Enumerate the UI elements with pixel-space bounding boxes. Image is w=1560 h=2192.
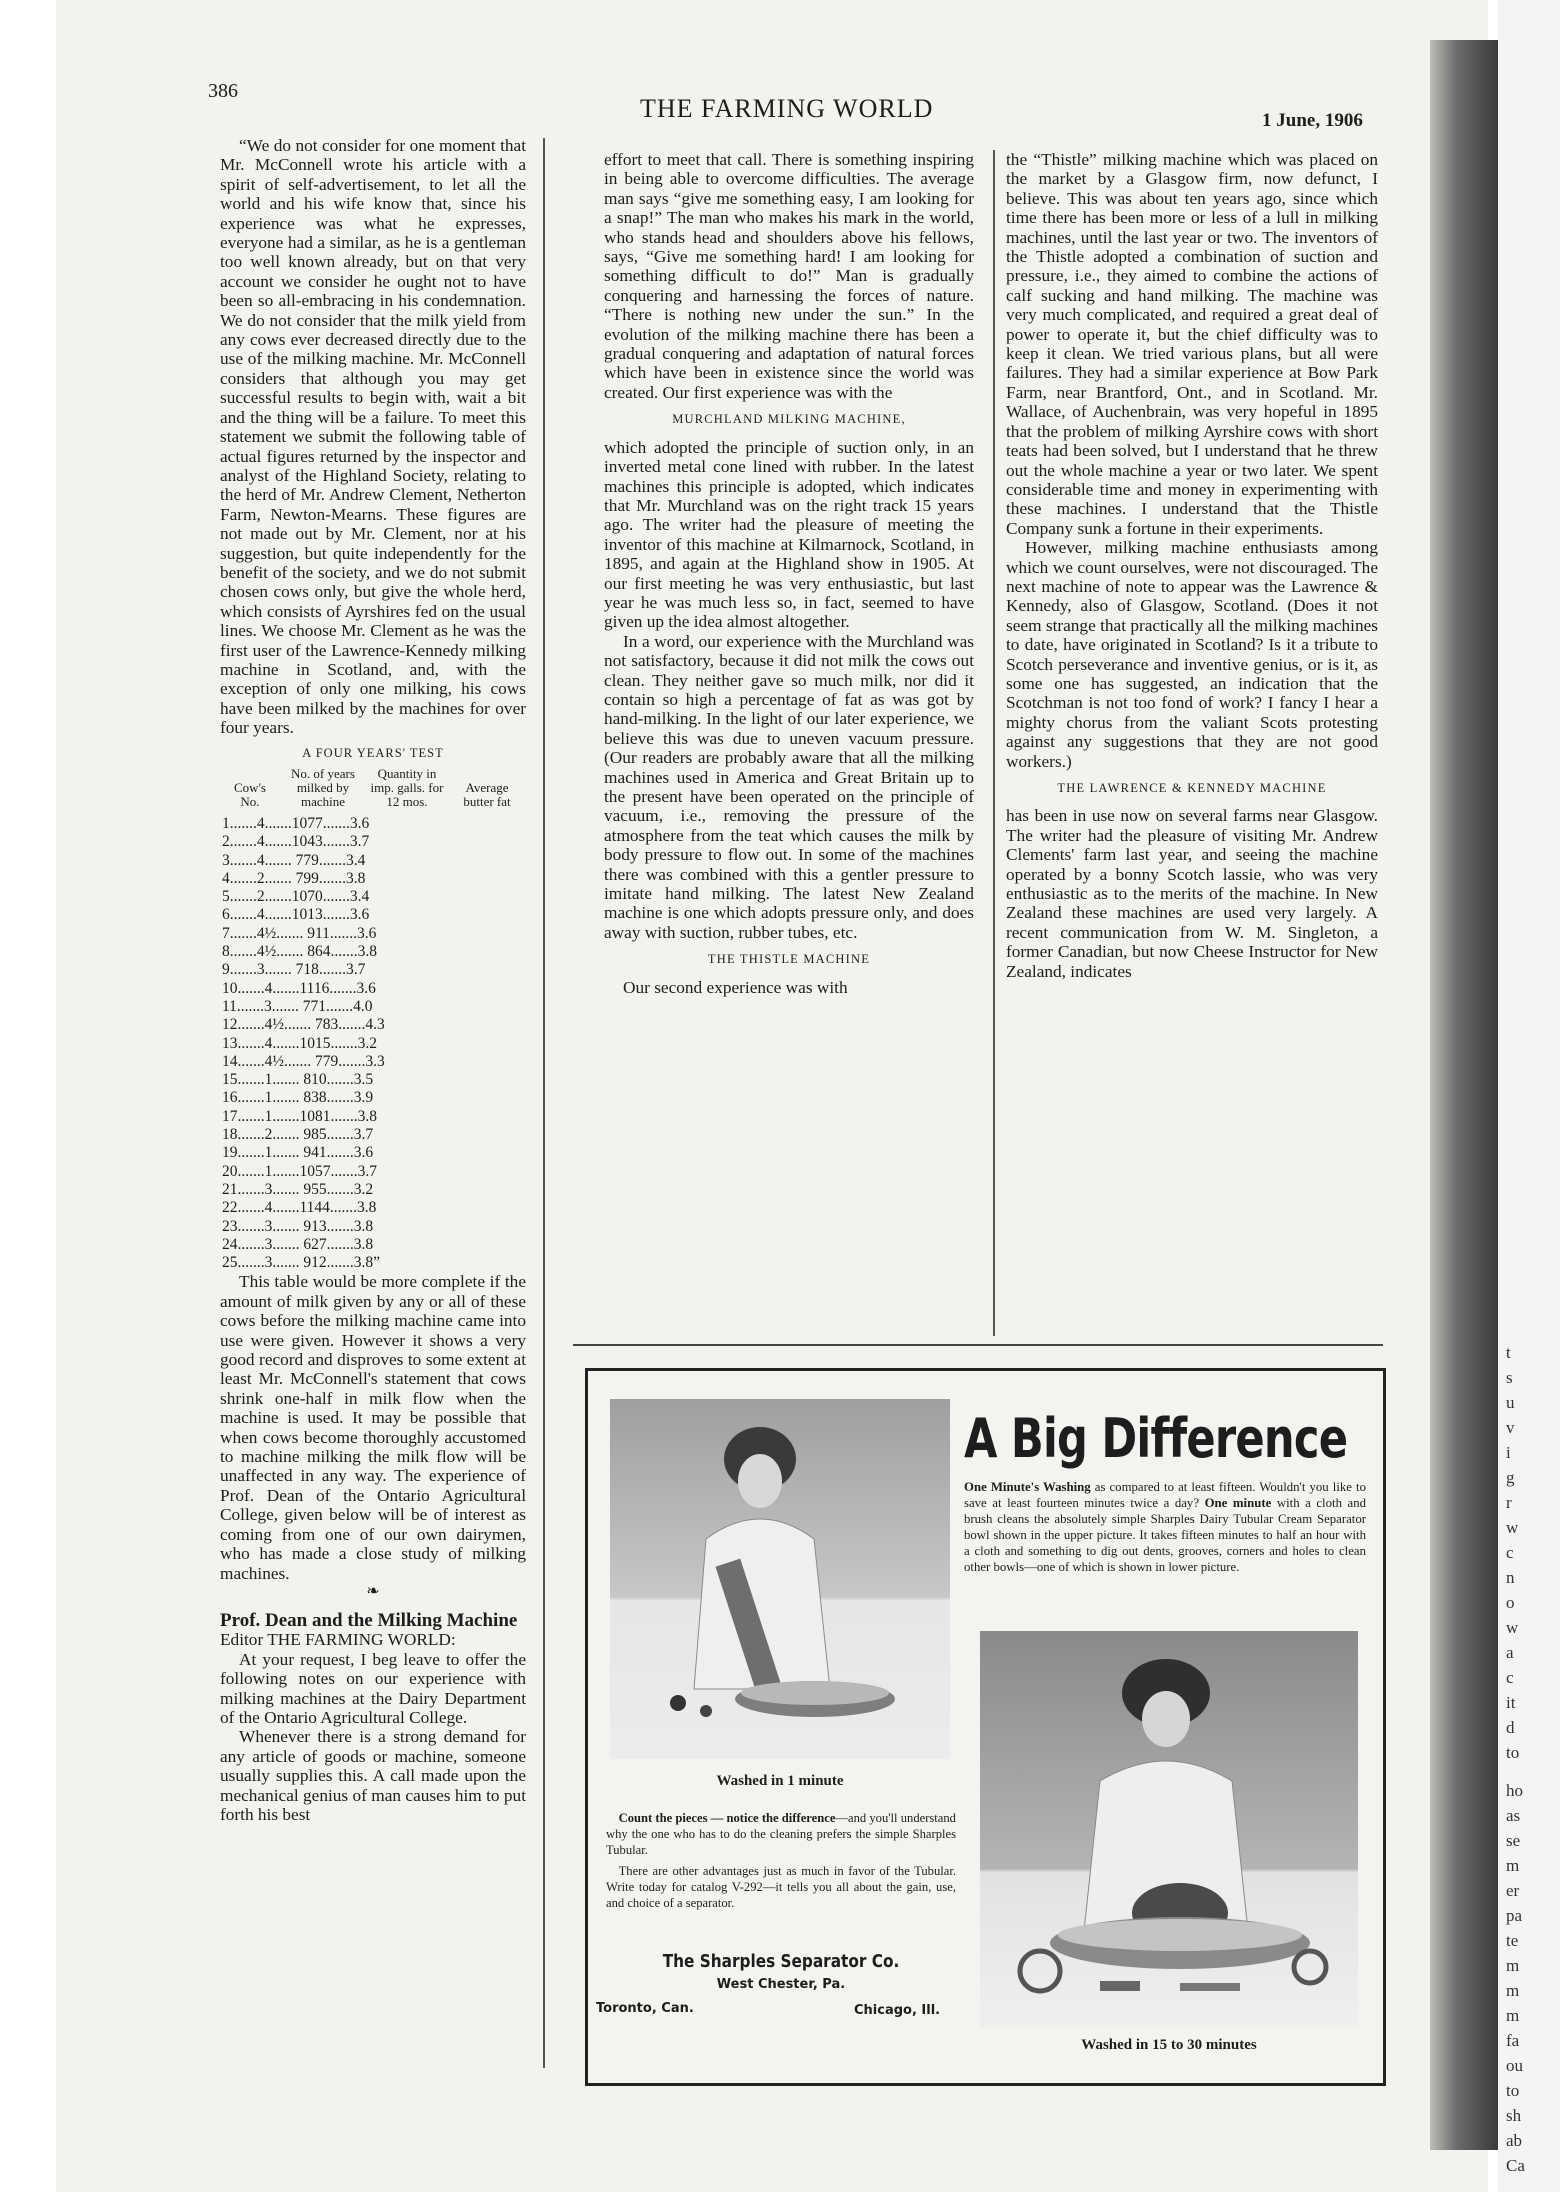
table-row: 7.......4½....... 911.......3.6 xyxy=(222,924,377,942)
next-page-fragment: c xyxy=(1506,1543,1514,1562)
table-row: 11.......3....... 771.......4.0 xyxy=(222,997,373,1015)
next-page-fragment: t xyxy=(1506,1343,1511,1362)
table-row: 24.......3....... 627.......3.8 xyxy=(222,1235,374,1253)
table-header xyxy=(220,767,526,809)
section-subheading: MURCHLAND MILKING MACHINE, xyxy=(672,412,906,427)
section-divider-ornament: ❧ xyxy=(366,1582,380,1600)
table-row: 19.......1....... 941.......3.6 xyxy=(222,1144,374,1162)
next-page-fragment: pa xyxy=(1506,1906,1523,1925)
next-page-fragment: o xyxy=(1506,1593,1515,1612)
table-row: 12.......4½....... 783.......4.3 xyxy=(222,1016,385,1034)
advert-copy-text: with a cloth and brush cleans the absolutely simple Sharples Dairy Tubular Cream Separator bowl shown in the upper picture. It takes fifteen minutes to half an hour with a cloth and something to dig out dents, grooves, corners and holes to clean other bowls—one of which is shown in lower picture. xyxy=(964,1496,1366,1574)
table-column-header: Quantity in imp. galls. for 12 mos. xyxy=(370,766,444,809)
next-page-fragment: to xyxy=(1506,1743,1520,1762)
next-page-fragment: a xyxy=(1506,1643,1514,1662)
next-page-fragment: se xyxy=(1506,1831,1521,1850)
editor-salutation: Editor THE FARMING WORLD: xyxy=(220,1630,456,1650)
article-paragraph: effort to meet that call. There is something inspiring in being able to overcome difficulties. The average man says “give me something easy, I am looking for a snap!” The man who makes his mark in the world, who stands head and shoulders above his fellows, says, “Give me something hard! I am looking for something difficult to do!” Man is gradually conquering and harnessing the forces of nature. “There is nothing new under the sun.” In the evolution of the milking machine there has been a gradual conquering and adaptation of natural forces which have been in existence since the world was created. Our first experience was with the xyxy=(604,150,974,402)
next-page-fragment: Ca xyxy=(1506,2156,1525,2175)
section-subheading: THE LAWRENCE & KENNEDY MACHINE xyxy=(1057,781,1327,795)
article-paragraph: the “Thistle” milking machine which was placed on the market by a Glasgow firm, now defunct, I believe. This was about ten years ago, since which time there has been more or less of a lull in milking machines, until the last year or two. The inventors of the Thistle adopted a combination of suction and pressure, i.e., they aimed to combine the actions of calf sucking and hand milking. The machine was very much complicated, and required a great deal of power to operate it, but the chief difficulty was to keep it clean. We tried various plans, but all were failures. They had a similar experience at Bow Park Farm, near Brantford, Ont., and in Scotland. Mr. Wallace, of Auchenbrain, was very hopeful in 1895 that the problem of milking Ayrshire cows with short teats had been solved, but I understand that he threw out the whole machine a year or two later. We spent considerable time and money in experimenting with these machines. I understand that the Thistle Company sunk a fortune in their experiments. xyxy=(1006,150,1378,538)
advertiser-name: The Sharples Separator Co. xyxy=(662,1951,900,1972)
table-column-header: Average butter fat xyxy=(463,780,511,809)
table-row: 14.......4½....... 779.......3.3 xyxy=(222,1052,385,1070)
next-page-fragment: v xyxy=(1506,1418,1515,1437)
next-page-fragment: sh xyxy=(1506,2106,1522,2125)
table-row: 9.......3....... 718.......3.7 xyxy=(222,961,366,979)
woman-washing-illustration xyxy=(610,1399,950,1759)
next-page-fragment: te xyxy=(1506,1931,1519,1950)
next-page-fragment: to xyxy=(1506,2081,1520,2100)
woman-washing-illustration xyxy=(980,1631,1358,2027)
table-row: 20.......1.......1057.......3.7 xyxy=(222,1162,377,1180)
article-paragraph: “We do not consider for one moment that Mr. McConnell wrote his article with a spirit of self-advertisement, to let all the world and his wife know that, since his experience was what he expresses, everyone had a similar, as he is a gentleman too well known already, but on that very account we consider he ought not to have been so all-embracing in his condemnation. We do not consider that the milk yield from any cows ever decreased directly due to the use of the milking machine. Mr. McConnell considers that although you may get successful results to begin with, wait a bit and the thing will be a failure. To meet this statement we submit the following table of actual figures returned by the inspector and analyst of the Highland Society, relating to the herd of Mr. Andrew Clement, Netherton Farm, Newton-Mearns. These figures are not made out by Mr. Clement, nor at his suggestion, but quite independently for the benefit of the society, and we do not submit chosen cows only, but give the whole herd, which consists of Ayrshires fed on the usual lines. We choose Mr. Clement as he was the first user of the Lawrence-Kennedy milking machine in Scotland, and, with the exception of only one milking, his cows have been milked by the machines for over four years. xyxy=(220,136,526,738)
table-row: 5.......2.......1070.......3.4 xyxy=(222,888,370,906)
table-row: 4.......2....... 799.......3.8 xyxy=(222,869,366,887)
table-column-header: Cow's No. xyxy=(234,780,266,809)
advert-body-copy xyxy=(964,1479,1366,1575)
table-row: 16.......1....... 838.......3.9 xyxy=(222,1089,374,1107)
table-row: 2.......4.......1043.......3.7 xyxy=(222,833,370,851)
photo-caption: Washed in 1 minute xyxy=(716,1773,844,1789)
sharples-advertisement xyxy=(585,1368,1386,2086)
table-row: 3.......4....... 779.......3.4 xyxy=(222,851,366,869)
advert-top-rule xyxy=(573,1344,1383,1346)
column-rule xyxy=(543,138,545,2068)
table-row: 15.......1....... 810.......3.5 xyxy=(222,1071,374,1089)
article-paragraph: which adopted the principle of suction only, in an inverted metal cone lined with rubber. In the latest machines this principle is adopted, which indicates that Mr. Murchland was on the right track 15 years ago. The writer had the pleasure of meeting the inventor of this machine at Kilmarnock, Scotland, in 1895, and again at the Highland show in 1905. At our first meeting he was very enthusiastic, but last year he was much less so, in fact, seemed to have given up the idea almost altogether. xyxy=(604,437,974,632)
next-page-fragment: n xyxy=(1506,1568,1515,1587)
article-paragraph: Our second experience was with xyxy=(623,977,848,997)
next-page-fragment: u xyxy=(1506,1393,1515,1412)
column-3 xyxy=(1006,150,1378,981)
table-title: A FOUR YEARS' TEST xyxy=(302,745,444,760)
next-page-fragment: fa xyxy=(1506,2031,1520,2050)
article-paragraph: At your request, I beg leave to offer the following notes on our experience with milking machines at the Dairy Department of the Ontario Agricultural College. xyxy=(220,1649,526,1727)
next-page-fragment: g xyxy=(1506,1468,1515,1487)
article-heading: Prof. Dean and the Milking Machine xyxy=(220,1609,518,1631)
advert-copy-text: as compared to at least fifteen. Wouldn't you like to save at least fourteen minutes twice a day? xyxy=(964,1480,1366,1510)
advertiser-address: West Chester, Pa. xyxy=(716,1977,846,1992)
table-row: 6.......4.......1013.......3.6 xyxy=(222,906,370,924)
next-page-fragment: d xyxy=(1506,1718,1515,1737)
book-gutter xyxy=(1430,40,1498,2150)
table-row: 1.......4.......1077.......3.6 xyxy=(222,815,370,832)
article-paragraph: has been in use now on several farms near Glasgow. The writer had the pleasure of visiting Mr. Andrew Clements' farm last year, and seeing the machine operated by a bonny Scotch lassie, who was very enthusiastic as to the merits of the machine. In New Zealand these machines are used very largely. A recent communication from W. M. Singleton, a former Canadian, but now Cheese Instructor for New Zealand, indicates xyxy=(1006,806,1378,981)
next-page-fragment: er xyxy=(1506,1881,1520,1900)
next-page-fragment: ho xyxy=(1506,1781,1523,1800)
masthead-title: THE FARMING WORLD xyxy=(640,94,934,123)
table-row: 23.......3....... 913.......3.8 xyxy=(222,1217,374,1235)
next-page-fragment: c xyxy=(1506,1668,1514,1687)
next-page-fragment: m xyxy=(1506,1956,1520,1975)
next-page-fragment: m xyxy=(1506,1856,1520,1875)
advert-headline: A Big Difference xyxy=(964,1407,1348,1470)
next-page-fragment: it xyxy=(1506,1693,1516,1712)
advert-copy-text: There are other advantages just as much in favor of the Tubular. Write today for catalog V-292—it tells you all about the gain, use, and choice of a separator. xyxy=(606,1864,956,1910)
next-page-fragment: i xyxy=(1506,1443,1511,1462)
advert-lead-phrase: Count the pieces — notice the difference xyxy=(618,1811,836,1825)
article-paragraph: However, milking machine enthusiasts among which we count ourselves, were not discouraged. The next machine of note to appear was the Lawrence & Kennedy, also of Glasgow, Scotland. (Does it not seem strange that practically all the milking machines to date, have originated in Scotland? Is it a tribute to Scotch perseverance and inventive genius, or is it, as some one has suggested, an indication that the Scotchman is not too fond of work? I fancy I hear a mighty chorus from the valiant Scots protesting against any suggestions that they are not good workers.) xyxy=(1006,538,1378,771)
advert-body-copy-2 xyxy=(606,1811,956,1918)
next-page-fragment: m xyxy=(1506,2006,1520,2025)
table-row: 17.......1.......1081.......3.8 xyxy=(222,1107,377,1125)
photo-washing-other-bowl xyxy=(980,1631,1358,2027)
table-row: 8.......4½....... 864.......3.8 xyxy=(222,943,377,961)
next-page-fragment: ab xyxy=(1506,2131,1523,2150)
next-page-fragment: w xyxy=(1506,1618,1519,1637)
table-row: 13.......4.......1015.......3.2 xyxy=(222,1034,377,1052)
column-2 xyxy=(604,150,974,997)
photo-washing-tubular-bowl xyxy=(610,1399,950,1759)
table-row: 10.......4.......1116.......3.6 xyxy=(222,979,376,997)
next-page-fragment: w xyxy=(1506,1518,1519,1537)
article-paragraph: This table would be more complete if the amount of milk given by any or all of these cows before the milking machine came into use were given. However it shows a very good record and disproves to some extent at least Mr. McConnell's statement that cows shrink one-half in milk flow when the machine is used. It may be possible that when cows become thoroughly accustomed to machine milking the milk flow will be unaffected in any way. The experience of Prof. Dean of the Ontario Agricultural College, given below will be of interest as coming from one of our own dairymen, who has made a close study of milking machines. xyxy=(220,1272,526,1583)
next-page-fragment: as xyxy=(1506,1806,1521,1825)
next-page-fragment: s xyxy=(1506,1368,1513,1387)
table-row: 22.......4.......1144.......3.8 xyxy=(222,1199,377,1217)
next-page-edge xyxy=(1498,0,1560,2192)
advert-copy-text: —and you'll understand why the one who has to do the cleaning prefers the simple Sharples Tubular. xyxy=(606,1811,956,1857)
branch-city: Chicago, Ill. xyxy=(854,2003,941,2018)
section-subheading: THE THISTLE MACHINE xyxy=(707,952,871,967)
article-paragraph: In a word, our experience with the Murchland was not satisfactory, because it did not milk the cows out clean. They neither gave so much milk, nor did it contain so high a percentage of fat as was got by hand-milking. In the light of our later experience, we believe this was due to uneven vacuum pressure. (Our readers are probably aware that all the milking machines used in America and Great Britain up to the present have been operated on the principle of vacuum, i.e., removing the pressure of the atmosphere from the teat which causes the milk by body pressure to flow out. In some of the machines there was combined with this a gentler pressure to imitate hand milking. The latest New Zealand machine is one which adopts pressure only, and does away with suction, rubber tubes, etc. xyxy=(604,631,974,942)
table-column-header: No. of years milked by machine xyxy=(291,766,355,809)
next-page-fragment: ou xyxy=(1506,2056,1523,2075)
table-row: 18.......2....... 985.......3.7 xyxy=(222,1126,374,1144)
advert-lead-phrase: One minute xyxy=(1204,1496,1272,1510)
page-number: 386 xyxy=(208,80,238,102)
issue-date: 1 June, 1906 xyxy=(1262,110,1363,131)
advert-lead-phrase: One Minute's Washing xyxy=(964,1480,1091,1494)
article-paragraph: Whenever there is a strong demand for any article of goods or machine, someone usually supplies this. A call made upon the mechanical genius of man causes him to put forth his best xyxy=(220,1727,526,1824)
next-page-fragment: r xyxy=(1506,1493,1512,1512)
table-row: 21.......3....... 955.......3.2 xyxy=(222,1180,374,1198)
next-page-fragment: m xyxy=(1506,1981,1520,2000)
column-1 xyxy=(220,136,526,1824)
photo-caption: Washed in 15 to 30 minutes xyxy=(1081,2037,1257,2053)
column-rule xyxy=(993,150,995,1336)
table-row: 25.......3....... 912.......3.8” xyxy=(222,1254,381,1272)
branch-city: Toronto, Can. xyxy=(596,2001,694,2016)
